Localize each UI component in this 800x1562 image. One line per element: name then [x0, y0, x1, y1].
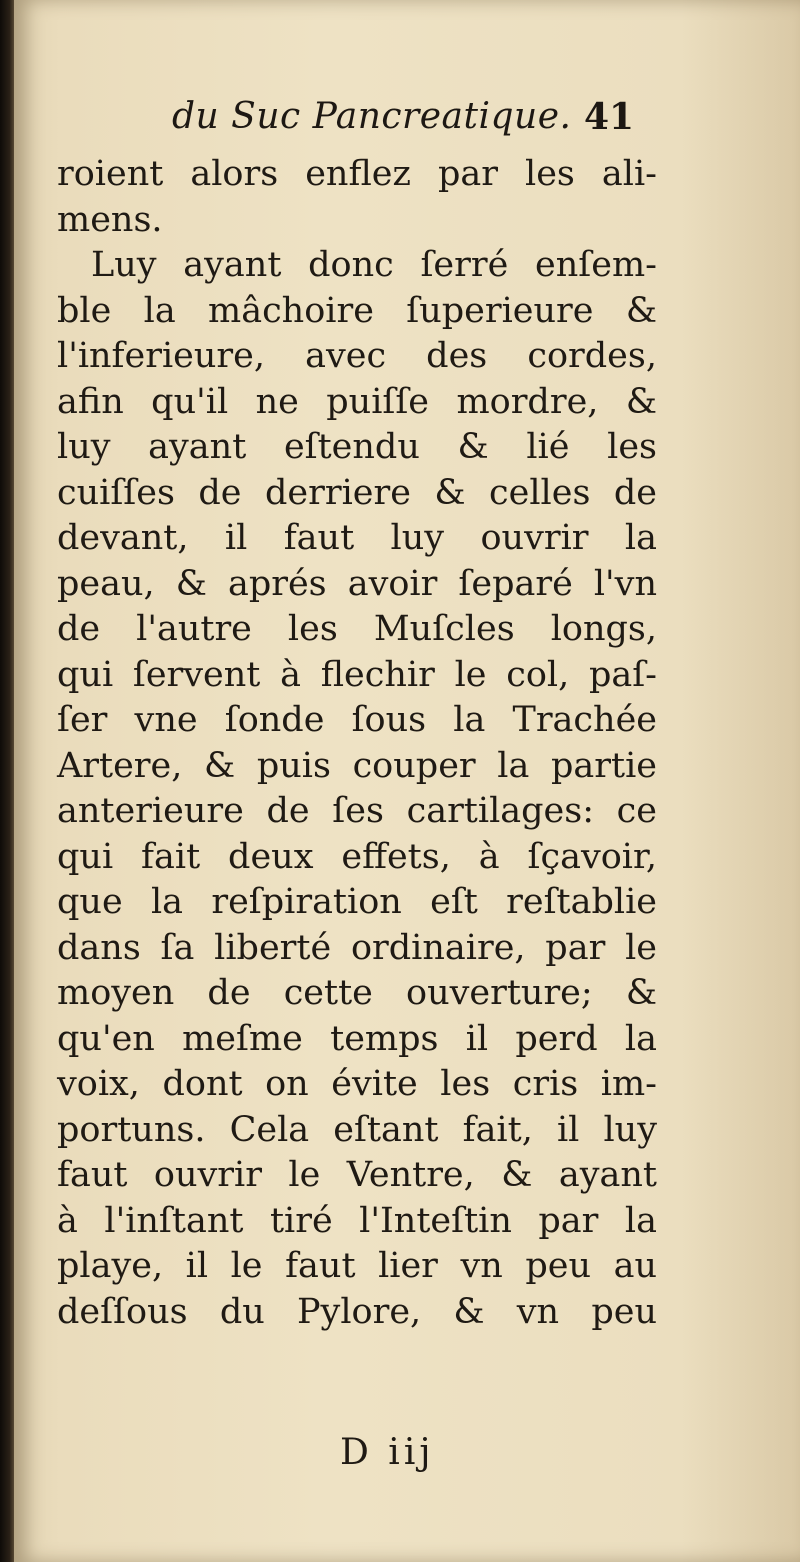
text-line: luy ayant eſtendu & lié les — [57, 427, 657, 467]
text-line: qu'en meſme temps il perd la — [57, 1018, 657, 1059]
text-line: peau, & aprés avoir ſeparé l'vn — [57, 563, 657, 604]
text-line: faut ouvrir le Ventre, & ayant — [57, 1155, 657, 1195]
text-line: qui ſervent à flechir le col, paſ- — [57, 654, 657, 695]
text-line: l'inferieure, avec des cordes, — [57, 336, 657, 376]
text-line: moyen de cette ouverture; & — [57, 973, 657, 1013]
signature-mark: D iij — [340, 1432, 435, 1473]
text-line: portuns. Cela eſtant fait, il luy — [57, 1109, 657, 1150]
text-line: dans ſa liberté ordinaire, par le — [57, 927, 657, 968]
text-line: ſer vne ſonde ſous la Trachée — [57, 700, 657, 740]
text-line: ble la mâchoire ſuperieure & — [57, 290, 657, 331]
text-line: Luy ayant donc ſerré enſem- — [91, 245, 657, 285]
text-line: que la reſpiration eſt reſtablie — [57, 882, 657, 922]
text-line: playe, il le faut lier vn peu au — [57, 1246, 657, 1286]
running-title: du Suc Pancreatique. — [172, 96, 572, 137]
page-edge-shading — [680, 0, 800, 1562]
text-line: cuiſſes de derriere & celles de — [57, 472, 657, 513]
page-header — [172, 96, 652, 152]
text-line: voix, dont on évite les cris im- — [57, 1064, 657, 1104]
text-line: deſſous du Pylore, & vn peu — [57, 1291, 657, 1332]
text-line: Artere, & puis couper la partie — [57, 745, 657, 786]
text-line: anterieure de ſes cartilages: ce — [57, 791, 657, 831]
text-line: à l'inſtant tiré l'Inteſtin par la — [57, 1200, 657, 1241]
text-line: mens. — [57, 199, 163, 240]
page-number: 41 — [584, 96, 635, 138]
text-line: afin qu'il ne puiſſe mordre, & — [57, 381, 657, 422]
text-line: devant, il faut luy ouvrir la — [57, 518, 657, 558]
text-line: de l'autre les Muſcles longs, — [57, 609, 657, 649]
body-text — [57, 152, 657, 1335]
text-line: qui fait deux effets, à ſçavoir, — [57, 836, 657, 877]
text-line: roient alors enflez par les ali- — [57, 154, 657, 194]
